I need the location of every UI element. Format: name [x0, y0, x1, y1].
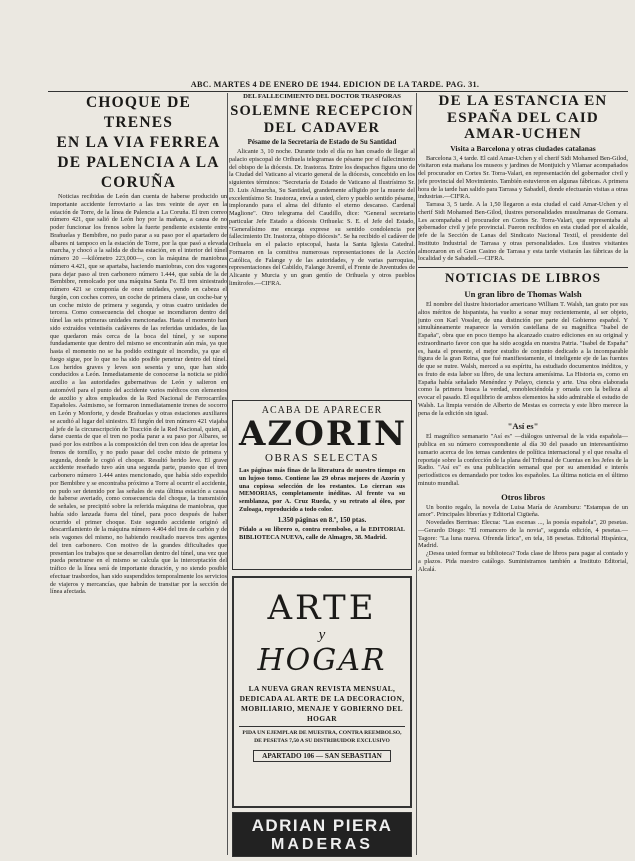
article-body: Noticias recibidas de León dan cuenta de haberse producido un importante accidente ferroviario a las tres veinte de ayer en la estación de Torre, de la línea de Palencia a La Coruña. El tren correo número 421, que salió de León hoy por la mañana, a causa de no poder funcionar los frenos sobre la fuerte pendiente existente entre Brañuelas y Bembibre, no pudo parar a su paso por el apartadero de albares ni tampoco en la estación de Torre, por la que pasó a elevada marcha, y chocó a la salida de dicha estación, en el interior del túnel número 20 —kilómetro 223,000—, con la máquina de maniobras número 4.421, que se apartaba, haciendo maniobras, con dos vagones para dejar paso al tren carbonero número 1.444, que subía de la de Bembibre, remolcado por una máquina Santa Fe. El tren siniestrado número 421 se componía de once unidades, yendo en cabeza el furgón, con coches correo, un coche de primera clase, un coche-bar y un coche mixto de primera y segunda, y otras cuatro unidades de tercera. Como consecuencia del choque se incendiaron dentro del túnel las seis primeras unidades mencionadas. Hasta el momento han sido extraídos veintiséis cadáveres de las referidas unidades, de las que quedaron más cerca de la boca del túnel, y se supone fundadamente que dentro del mismo se encontrarán aún más, ya que hasta el momento no se ha podido extinguir el incendio, ya que el fuego sigue, por lo que no ha sido posible penetrar dentro del túnel. Los heridos graves y leves son sesenta y uno, que han sido conducidos a León. Inmediatamente de conocerse la noticia se pidió auxilio a las autoridades gubernativas de León y salieron en automóvil para el punto del accidente varios médicos con elementos de auxilio y altos empleados de la Red Nacional de Ferrocarriles Españoles. Asimismo, se formaron inmediatamente trenes de socorro en León y Monforte, y desde Brañuelas y otras estaciones auxiliares se acudió al lugar del siniestro. El furgón del tren número 421 viajaba al jefe de la circunscripción de Tracción de la Red Nacional, quien, al darse cuenta de que el tren no podía parar a su paso por Albares, se pasó por los estribos a la composición del tren con idea de apretar los frenos de tornillo, y no pudo pasar del coche mixto de primera y segunda, donde le cogió el choque. Resultó herido leve. El grave accidente reseñado tuvo aún una segunda parte, puesto que el tren carbonero número 1.444 antes mencionado, que había sido expedido por Bembibre y se encontraba próximo a Torre al ocurrir el accidente, no pudo ser detenido por las señales de esta última estación a causa de haberse averiado, como consecuencia del choque, la transmisión de señales, se precipitó sobre la referida máquina de maniobras, que había sido lanzada fuera del túnel, para poco después de haber ocurrido el primer choque. Este segundo accidente originó el descarrilamiento de la máquina número 4.404 del tren de carbón y de seis vagones del mismo, no habiendo resultado nuevos tres agentes del tren carbonero. Con motivo de la grandes dificultades que presentan los trabajos que se desarrollan dentro del túnel, una vez que pueda penetrarse en el mismo se calcula que la interceptación del tráfico de la línea será de importante duración, y no siendo posible efectuar trasbordos, han sido suspendidos temporalmente los servicios de viajeros y mercancías, que habrán de transitar por la sección de línea afectada.: [50, 193, 227, 596]
otros-libros-heading: Otros libros: [501, 491, 545, 502]
article-body: Un bonito regalo, la novela de Luisa María de Aramburu: "Estampas de un amor". Principales librerías y Editorial Cigüeña.: [418, 503, 628, 519]
ad-title-arte: ARTE: [267, 588, 377, 628]
article-body: El nombre del ilustre historiador americano William T. Walsh, tan grato por sus altos méritos de hispanista, ha vuelto a sonar muy recientemente, al ser objeto, junto con Karl Vossler, de una distinción por parte del Gobierno español. Y simultáneamente reaparece la versión castellana de su magnífica "Isabel de España", obra que en poco tiempo ha alcanzado cuatro ediciones en su original y extraordinario favor con que ha sido acogida en nuestra Patria. "Isabel de España" es, hasta el presente, el mejor estudio de conjunto dedicado a la incomparable figura de la gran Reina, que fué manifiestamente, el inteligente eje de las fuentes de que se nutre. Walsh, merced a su espíritu, ha estudiado documentos inéditos, y es fruto de esta labor su libro, de una lectura amenísima. La Historia es, como en España había señalado Menéndez y Pelayo, ciencia y arte. Una obra elaborada como la primera busca la verdad, ennobleciéndola y ornada con la belleza al evocar el pasado. El equilibrio de ambos elementos ha sido admirable el estudio de Walsh. La limpia versión de Alberto de Mestas es correcta y este libro merece la pena de la edición sin igual.: [418, 301, 628, 417]
ad-sample-offer: PIDA UN EJEMPLAR DE MUESTRA, CONTRA REEMBOLSO, DE PESETAS 7,50 A SU DISTRIBUIDOR EXCLUSIVO: [242, 730, 402, 744]
article-body: Barcelona 3, 4 tarde. El caid Amar-Uchen y el cherif Sidi Mohamed Ben-Gilod, visitaron esta mañana los museos y jardines de Montjuich y Vilamar acompañados del procurador en Cortes Sr. Torra-Valari, en representación del gobernador civil y jefe provincial del Movimiento. También estuvieron en algunas fábricas. A primera hora de la tarde han salido para Tarrasa y Sabadell, donde efectuarán visitas a otras industrias.—CIFRA.: [418, 154, 628, 201]
ad-piera-product: MADERAS: [271, 836, 373, 853]
ad-title: AZORIN: [239, 414, 408, 454]
headline-line: EN LA VIA FERREA: [56, 134, 221, 151]
ad-price: 1.350 páginas en 8.º, 150 ptas.: [277, 515, 367, 524]
article-subhead: Visita a Barcelona y otras ciudades catalanas: [450, 143, 596, 153]
headline-libros: NOTICIAS DE LIBROS: [445, 270, 601, 285]
headline-line: ESPAÑA DEL CAID: [447, 109, 599, 126]
headline-recepcion: [229, 103, 415, 137]
article-kicker: DEL FALLECIMIENTO DEL DOCTOR TRASPORAS: [243, 93, 401, 100]
headline-line: CORUÑA: [100, 174, 177, 191]
ad-piera-name: ADRIAN PIERA: [251, 816, 393, 835]
ad-title-hogar: HOGAR: [257, 643, 387, 678]
article-body: El magnífico semanario "Así es" —diálogos universal de la vida española— publica en su número correspondiente al día 30 del pasado un interesantísimo sumario acerca de los temas candentes de política internacional y el que resalta el reportaje sobre la confección de la plana del Tribunal de Cuentas en los Jefes de la Radio. "Así es" es una publicación semanal que por su amenidad e interés periodísticos es demandado por todos los españoles. La última noticia en el último minuto mundial.: [418, 433, 628, 487]
ad-azorin: [232, 400, 412, 570]
headline-caid: [418, 93, 628, 143]
ad-description: Las páginas más finas de la literatura de nuestro tiempo en un lujoso tomo. Contiene las 29 obras mejores de Azorín y una copiosa selección de los restantes. Lo cierran sus MEMORIAS, completamente inéditas. Al frente va su semblanza, por A. Cruz Rueda, y su retrato al óleo, por Zuloaga, reproducido a todo color.: [239, 467, 405, 513]
column-divider-1: [227, 93, 228, 855]
article-caid-amar-uchen: [418, 92, 628, 857]
headline-line: AMAR-UCHEN: [464, 126, 582, 142]
column-divider-2: [416, 93, 417, 855]
headline-line: DE LA ESTANCIA EN: [438, 93, 608, 109]
books-subhead: Un gran libro de Thomas Walsh: [464, 289, 582, 299]
asi-es-heading: "Así es": [507, 421, 539, 432]
ad-adrian-piera: [232, 812, 412, 857]
ad-description: LA NUEVA GRAN REVISTA MENSUAL, DEDICADA AL ARTE DE LA DECORACION, MOBILIARIO, MENAJE Y GOBIERNO DEL HOGAR: [239, 684, 405, 723]
article-doctor-traspora: [229, 92, 415, 397]
article-body: Novedades Berrinas: Elecua: "Las escenas ..., la poesía española", 20 pesetas.—Gerardo Diego: "El romancero de la novia", segunda edición, 4 pesetas.—Tagore: "La luna nueva. Ofrenda lírica", en tela, 18 pesetas. Editorial Hispánica, Madrid.: [418, 519, 628, 550]
ad-order-info: Pídalo a su librero o, contra reembolso, a la EDITORIAL BIBLIOTECA NUEVA, calle de Almagro, 38. Madrid.: [239, 525, 405, 541]
article-body: Alicante 3, 10 noche. Durante todo el día no han cesado de llegar al palacio episcopal de Orihuela telegramas de pésame por el fallecimiento del obispo de la diócesis. Dr. Irastorza. Entre los despachos figura uno de la Ciudad del Vaticano al vicario general de la diócesis, concebido en los siguientes términos: "Secretaría de Estado de Vaticano al Ilustrísimo Sr. D. Luis Almarcha, Su Santidad, grandemente afligido por la muerte del excelentísimo Sr. Irastorza, envía a usted, clero y pueblo sentido pésame, implorando para el alma del difunto el eterno descanso. Cardenal Maglione". Otro telegrama del Caudillo, dice: "General secretario particular Jefe Estado a diócesis Orihuela: S. E. el Jefe del Estado, "Generalísimo me encarga exprese su sentido condolencia por fallecimiento Dr. Irastorza, obispo diócesis". Se ha recibido el cadáver de Orihuela en el palacio episcopal, hasta la Santa Iglesia Catedral. Formaron en la comitiva numerosas representaciones de la Acción Católica, de Falange y de las autoridades, y de varias parroquias, representaciones del Cabildo, Falange Juvenil, el Frente de Juventudes de Alicante y Murcia y un gran gentío de Orihuela y otros pueblos limítrofes.—CIFRA.: [229, 148, 415, 287]
ad-title-amp: y: [318, 627, 326, 643]
article-subhead: Pésame de la Secretaría de Estado de Su Santidad: [247, 138, 397, 146]
headline-choque: [50, 93, 227, 193]
ad-subtitle: OBRAS SELECTAS: [265, 452, 379, 464]
ad-address: APARTADO 106 — SAN SEBASTIAN: [253, 750, 391, 762]
masthead: ABC. MARTES 4 DE ENERO DE 1944. EDICION DE LA TARDE. PAG. 31.: [190, 80, 480, 89]
ad-kicker: ACABA DE APARECER: [261, 405, 383, 416]
headline-line: DEL CADAVER: [263, 120, 381, 136]
article-body: Tarrasa 3, 5 tarde. A la 1,50 llegaron a esta ciudad el caid Amar-Uchen y el cherif Sidi Mohamed Ben-Gilod, ilustres personalidades musulmanas de Gomara. Les acompañaba el procurador en Cortes Sr. Torra-Valari, que representaba al gobernador civil y jefe provincial. Fueron recibidos en esta ciudad por el alcalde, jefe de la Sección de Lanas del Sindicato Nacional Textil, el presidente del Instituto Industrial de Tarrasa y otras personalidades. Los ilustres visitantes almorzaron en el Gran Casino de Tarrasa y esta tarde visitarán las fábricas de la localidad y de Sabadell.—CIFRA.: [418, 201, 628, 263]
article-choque-trenes: [50, 92, 227, 857]
ad-divider: [239, 726, 405, 727]
article-body: ¿Desea usted formar su biblioteca? Toda clase de libros para pagar al contado y a plazos. Pida nuestro catálogo. Suministramos también a Instituto Editorial, Alcalá.: [418, 550, 628, 573]
headline-line: CHOQUE DE TRENES: [85, 94, 192, 131]
headline-line: DE PALENCIA A LA: [57, 154, 220, 171]
headline-line: SOLEMNE RECEPCION: [230, 103, 414, 119]
ad-arte-hogar: [232, 576, 412, 808]
section-divider: [418, 267, 628, 268]
